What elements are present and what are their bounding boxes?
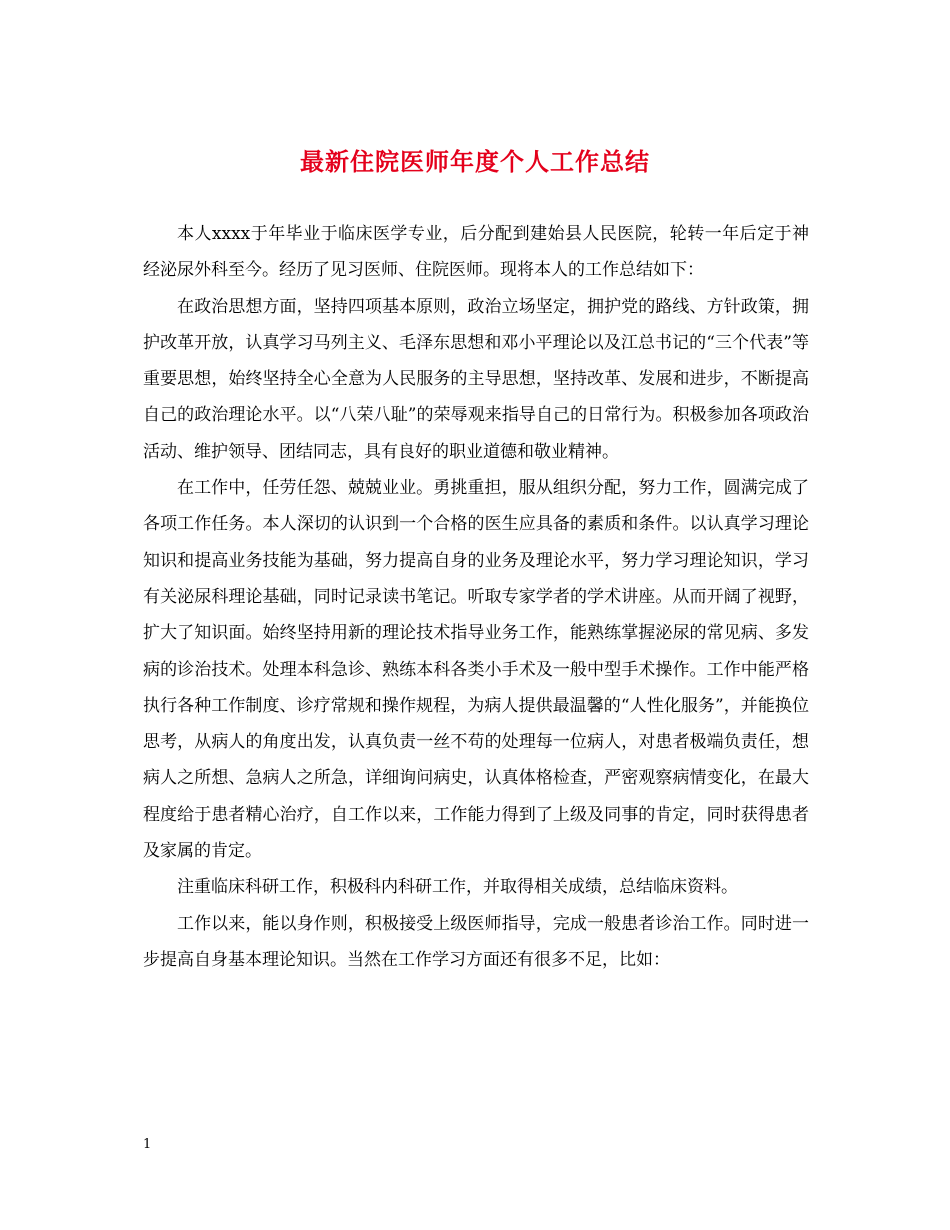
page-number: 1 — [143, 1137, 152, 1152]
paragraph-political: 在政治思想方面，坚持四项基本原则，政治立场坚定，拥护党的路线、方针政策，拥护改革开放，认真学习马列主义、毛泽东思想和邓小平理论以及江总书记的“三个代表”等重要思想，始终坚持全心全意为人民服务的主导思想，坚持改革、发展和进步，不断提高自己的政治理论水平。以“八荣八耻”的荣辱观来指导自己的日常行为。积极参加各项政治活动、维护领导、团结同志，具有良好的职业道德和敬业精神。 — [143, 296, 809, 462]
paragraph-work: 在工作中，任劳任怨、兢兢业业。勇挑重担，服从组织分配，努力工作，圆满完成了各项工作任务。本人深切的认识到一个合格的医生应具备的素质和条件。以认真学习理论知识和提高业务技能为基础，努力提高自身的业务及理论水平，努力学习理论知识，学习有关泌尿科理论基础，同时记录读书笔记。听取专家学者的学术讲座。从而开阔了视野，扩大了知识面。始终坚持用新的理论技术指导业务工作，能熟练掌握泌尿的常见病、多发病的诊治技术。处理本科急诊、熟练本科各类小手术及一般中型手术操作。工作中能严格执行各种工作制度、诊疗常规和操作规程，为病人提供最温馨的“人性化服务”，并能换位思考，从病人的角度出发，认真负责一丝不苟的处理每一位病人，对患者极端负责任，想病人之所想、急病人之所急，详细询问病史，认真体格检查，严密观察病情变化，在最大程度给于患者精心治疗，自工作以来，工作能力得到了上级及同事的肯定，同时获得患者及家属的肯定。 — [143, 478, 809, 862]
paragraph-intro: 本人xxxx于年毕业于临床医学专业，后分配到建始县人民医院，轮转一年后定于神经泌尿外科至今。经历了见习医师、住院医师。现将本人的工作总结如下： — [143, 224, 809, 281]
document-body — [143, 216, 809, 978]
paragraph-summary: 工作以来，能以身作则，积极接受上级医师指导，完成一般患者诊治工作。同时进一步提高自身基本理论知识。当然在工作学习方面还有很多不足，比如： — [143, 913, 809, 970]
document-title: 最新住院医师年度个人工作总结 — [300, 147, 650, 176]
paragraph-research: 注重临床科研工作，积极科内科研工作，并取得相关成绩，总结临床资料。 — [177, 877, 738, 898]
